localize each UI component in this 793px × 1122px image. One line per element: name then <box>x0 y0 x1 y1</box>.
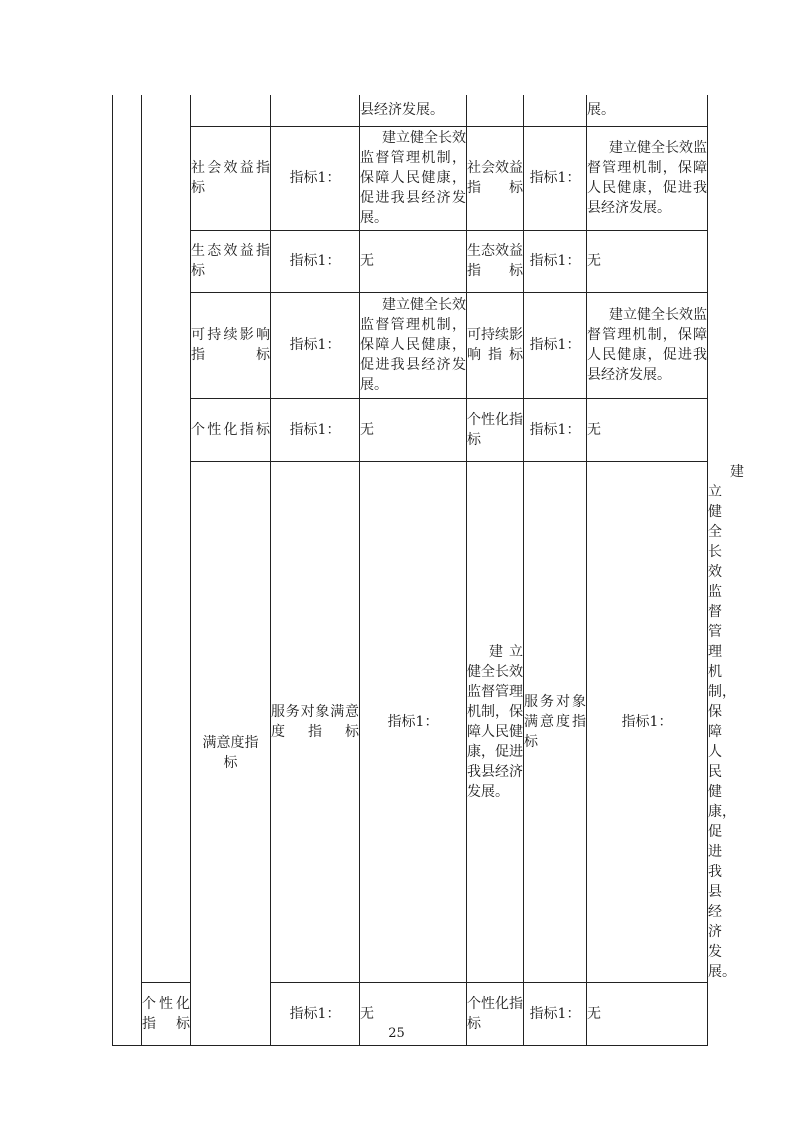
actual-indicator-name: 服务对象满意度指标 <box>524 461 587 982</box>
level2-indicator-cell <box>142 95 191 982</box>
table-row: 满意度指标 服务对象满意度指标 指标1： 建立健全长效监督管理机制，保障人民健康，促进我县经济发展。 服务对象满意度指标 指标1： 建立健全长效监督管理机制，保障人民健康，促进我县经济发展。 <box>113 461 708 982</box>
indicator-name: 可持续影响指标 <box>191 292 271 398</box>
actual-indicator-name: 可持续影响指标 <box>467 292 524 398</box>
indicator-cell <box>191 95 271 126</box>
actual-value-cell: 展。 <box>587 95 708 126</box>
actual-value: 无 <box>587 398 708 461</box>
indicator-name: 生态效益指标 <box>191 230 271 292</box>
actual-value: 无 <box>587 982 708 1045</box>
metric-label: 指标1： <box>271 126 360 230</box>
actual-value: 建立健全长效监督管理机制，保障人民健康，促进我县经济发展。 <box>587 292 708 398</box>
target-value: 建立健全长效监督管理机制，保障人民健康，促进我县经济发展。 <box>360 126 467 230</box>
metric-label: 指标1： <box>271 292 360 398</box>
actual-metric-cell <box>524 95 587 126</box>
page-number: 25 <box>388 1026 405 1041</box>
level1-indicator-cell <box>113 95 142 1045</box>
target-value: 建立健全长效监督管理机制，保障人民健康，促进我县经济发展。 <box>360 292 467 398</box>
target-value: 无 <box>360 230 467 292</box>
actual-indicator-name: 生态效益指标 <box>467 230 524 292</box>
target-value: 建立健全长效监督管理机制，保障人民健康，促进我县经济发展。 <box>467 461 524 982</box>
actual-indicator-name: 社会效益指标 <box>467 126 524 230</box>
satisfaction-group-label: 满意度指标 <box>191 461 271 1045</box>
actual-indicator-name: 个性化指标 <box>467 398 524 461</box>
target-value: 无 <box>360 982 467 1045</box>
indicator-name: 服务对象满意度指标 <box>271 461 360 982</box>
actual-metric-label: 指标1： <box>524 398 587 461</box>
actual-indicator-cell <box>467 95 524 126</box>
metric-cell <box>271 95 360 126</box>
actual-value: 无 <box>587 230 708 292</box>
actual-metric-label: 指标1： <box>524 292 587 398</box>
indicator-name: 个性化指标 <box>191 398 271 461</box>
actual-metric-label: 指标1： <box>524 126 587 230</box>
metric-label: 指标1： <box>271 230 360 292</box>
table-row <box>113 230 708 292</box>
target-value: 无 <box>360 398 467 461</box>
actual-metric-label: 指标1： <box>587 461 708 982</box>
actual-metric-label: 指标1： <box>524 982 587 1045</box>
table-row <box>113 398 708 461</box>
metric-label: 指标1： <box>271 398 360 461</box>
indicator-name: 个性化指标 <box>142 982 191 1045</box>
metric-label: 指标1： <box>271 982 360 1045</box>
table-row <box>113 126 708 230</box>
actual-value: 建立健全长效监督管理机制，保障人民健康，促进我县经济发展。 <box>587 126 708 230</box>
table-row <box>113 292 708 398</box>
actual-indicator-name: 个性化指标 <box>467 982 524 1045</box>
metric-label: 指标1： <box>360 461 467 982</box>
table-row <box>113 95 708 126</box>
indicator-name: 社会效益指标 <box>191 126 271 230</box>
actual-metric-label: 指标1： <box>524 230 587 292</box>
performance-indicator-table <box>112 95 744 1046</box>
target-value-cell: 县经济发展。 <box>360 95 467 126</box>
